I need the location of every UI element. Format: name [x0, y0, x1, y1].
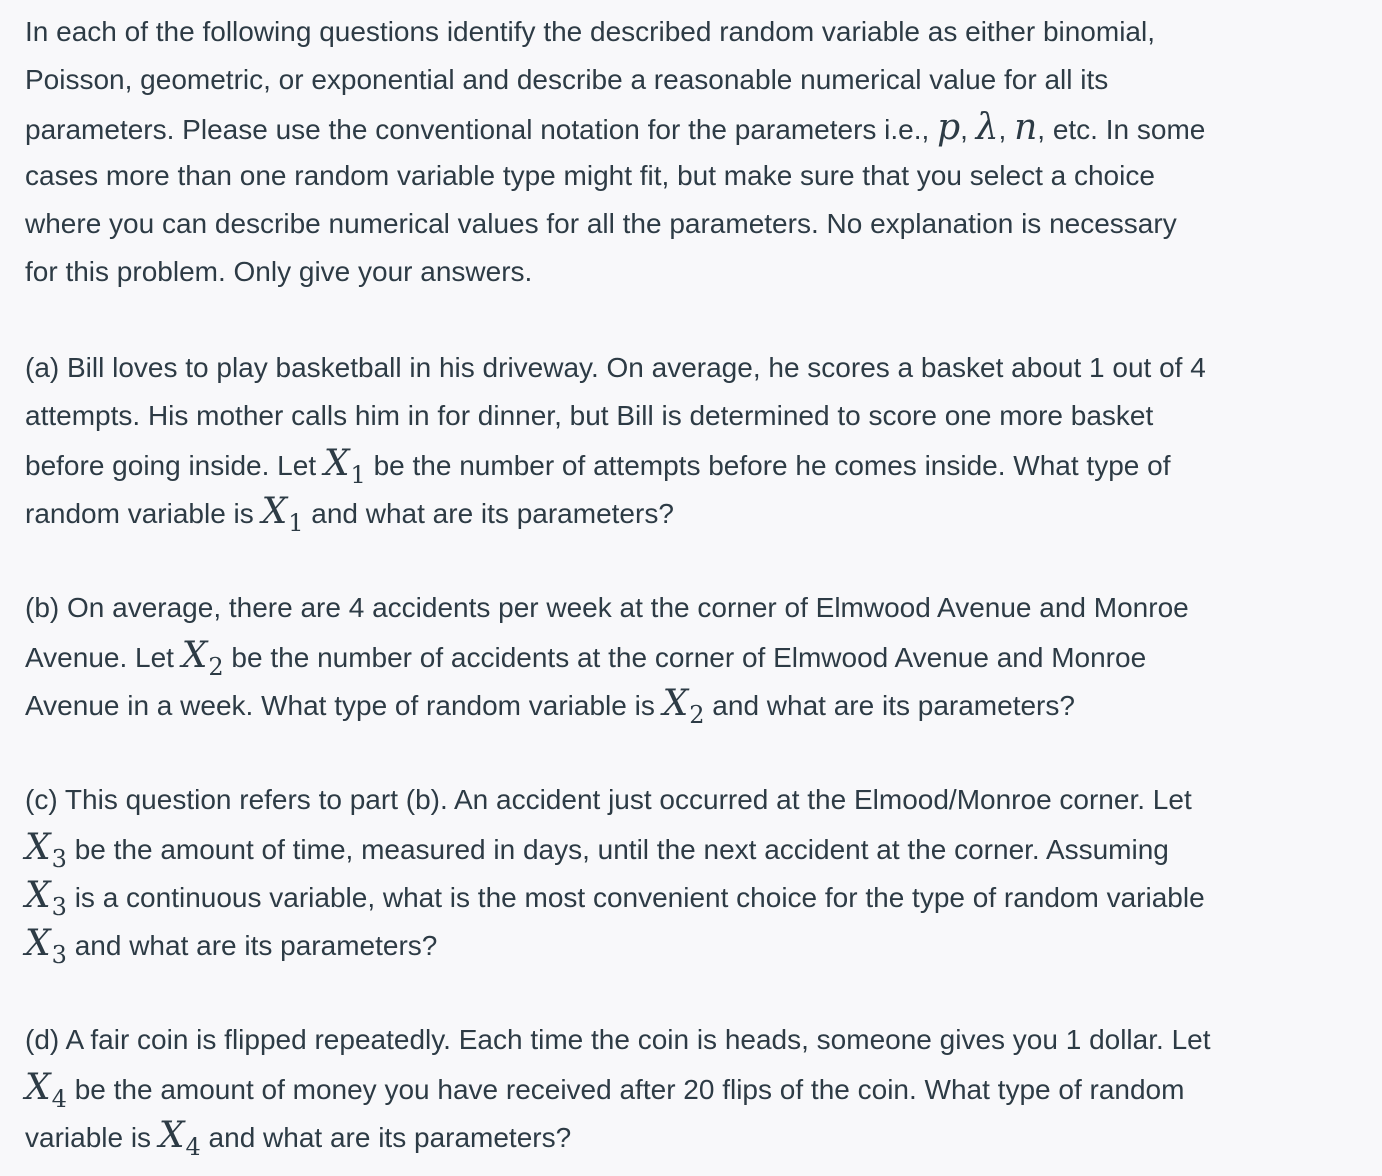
variable-x1: $X_1$	[261, 491, 304, 537]
question-c-line-4: $X_3$ and what are its parameters?	[25, 923, 438, 969]
instructions-paragraph	[25, 8, 1358, 296]
question-d-line-1: (d) A fair coin is flipped repeatedly. Each time the coin is heads, someone gives you 1 dollar. Let	[25, 1024, 1211, 1055]
variable-x3: $X_3$	[25, 923, 67, 969]
question-a-line-4: random variable is $X_1$ and what are its parameters?	[25, 491, 674, 537]
question-c-line-2: $X_3$ be the amount of time, measured in days, until the next accident at the corner. Assuming	[25, 827, 1169, 873]
variable-x3: $X_3$	[25, 827, 67, 873]
variable-x1: $X_1$	[323, 443, 366, 489]
intro-line-4: cases more than one random variable type might fit, but make sure that you select a choice	[25, 160, 1155, 191]
question-d-line-3: variable is $X_4$ and what are its parameters?	[25, 1115, 572, 1161]
question-a-line-2: attempts. His mother calls him in for dinner, but Bill is determined to score one more basket	[25, 400, 1154, 431]
question-b-line-3: Avenue in a week. What type of random variable is $X_2$ and what are its parameters?	[25, 683, 1075, 729]
question-a-line-1: (a) Bill loves to play basketball in his driveway. On average, he scores a basket about 1 out of 4	[25, 352, 1206, 383]
question-a	[25, 344, 1358, 536]
param-lambda: λ	[975, 107, 999, 148]
question-d-line-2: $X_4$ be the amount of money you have received after 20 flips of the coin. What type of random	[25, 1067, 1185, 1113]
variable-x2: $X_2$	[662, 683, 705, 729]
variable-x2: $X_2$	[181, 635, 224, 681]
variable-x4: $X_4$	[158, 1115, 201, 1161]
question-c-line-1: (c) This question refers to part (b). An accident just occurred at the Elmood/Monroe corner. Let	[25, 784, 1192, 815]
intro-line-6: for this problem. Only give your answers.	[25, 256, 533, 287]
variable-x4: $X_4$	[25, 1067, 67, 1113]
param-p: p	[937, 107, 961, 148]
intro-line-5: where you can describe numerical values for all the parameters. No explanation is necessary	[25, 208, 1177, 239]
intro-line-1: In each of the following questions identify the described random variable as either binomial,	[25, 16, 1155, 47]
question-b-line-1: (b) On average, there are 4 accidents per week at the corner of Elmwood Avenue and Monroe	[25, 592, 1189, 623]
question-c	[25, 776, 1358, 968]
question-c-line-3: $X_3$ is a continuous variable, what is the most convenient choice for the type of random variable	[25, 875, 1205, 921]
variable-x3: $X_3$	[25, 875, 67, 921]
param-n: n	[1014, 107, 1038, 148]
intro-line-2: Poisson, geometric, or exponential and describe a reasonable numerical value for all its	[25, 64, 1109, 95]
question-b	[25, 584, 1358, 728]
question-d	[25, 1016, 1358, 1160]
intro-line-3: parameters. Please use the conventional notation for the parameters i.e., p, λ, n, etc. In some	[25, 107, 1206, 148]
question-a-line-3: before going inside. Let $X_1$ be the number of attempts before he comes inside. What type of	[25, 443, 1171, 489]
question-b-line-2: Avenue. Let $X_2$ be the number of accidents at the corner of Elmwood Avenue and Monroe	[25, 635, 1147, 681]
